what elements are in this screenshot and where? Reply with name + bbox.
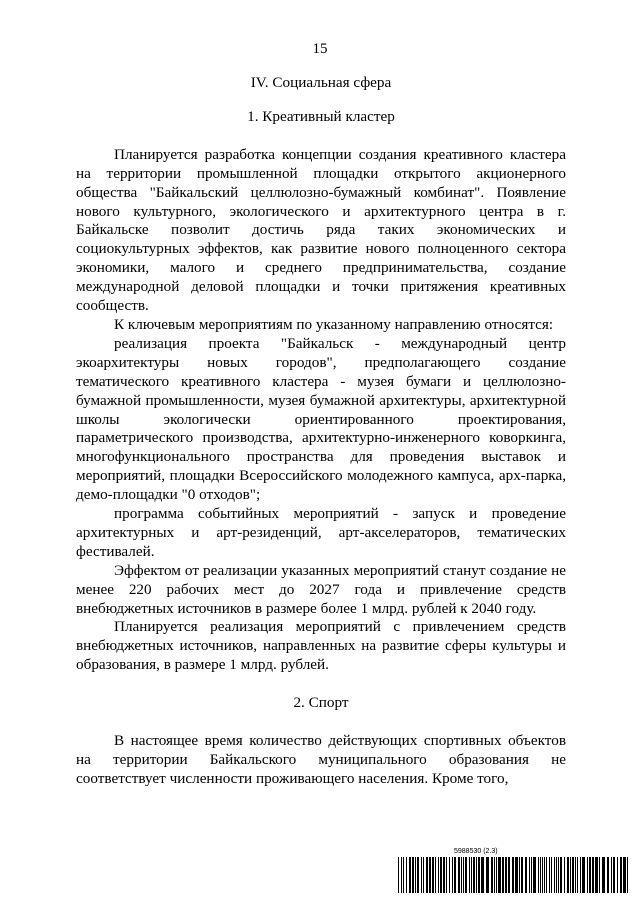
subsection-title-creative-cluster: 1. Креативный кластер [247, 107, 395, 125]
page-number: 15 [312, 41, 328, 57]
section-title: IV. Социальная сфера [250, 74, 392, 91]
paragraph: Планируется разработка концепции создания креативного кластера на территории промышленной площадки открытого акционерного общества "Байкальский целлюлозно-бумажный комбинат". Появление нового культурного, экологического и архитектурного центра в г. Байкальске позволит достичь ряда таких экономических и социокультурных эффектов, как развитие нового полноценного сектора экономики, малого и среднего предпринимательства, создание международной деловой площадки и точки притяжения креативных сообществ. [76, 145, 566, 315]
paragraph: Эффектом от реализации указанных мероприятий станут создание не менее 220 рабочих мест до 2027 года и привлечение средств внебюджетных источников в размере более 1 млрд. рублей к 2040 году. [76, 561, 566, 617]
paragraph: Планируется реализация мероприятий с привлечением средств внебюджетных источников, направленных на развитие сферы культуры и образования, в размере 1 млрд. рублей. [76, 618, 566, 674]
subsection-title-sport: 2. Спорт [293, 694, 349, 712]
paragraph: К ключевым мероприятиям по указанному направлению относятся: [114, 315, 554, 333]
paragraph: программа событийных мероприятий - запуск и проведение архитектурных и арт-резиденций, арт-акселераторов, тематических фестивалей. [76, 505, 566, 560]
barcode-label: 5988530 (2.3) [454, 848, 498, 855]
document-body [76, 74, 566, 789]
paragraph: реализация проекта "Байкальск - международный центр экоархитектуры новых городов", предполагающего создание тематического креативного кластера - музея бумаги и целлюлозно-бумажной промышленности, музея бумажной архитектуры, архитектурной школы экологически ориентированного проектирования, параметрического производства, архитектурно-инженерного коворкинга, многофункционального пространства для проведения выставок и мероприятий, площадки Всероссийского молодежного кампуса, арх-парка, демо-площадки "0 отходов"; [76, 334, 566, 504]
document-barcode [396, 848, 632, 894]
barcode-icon [396, 857, 632, 893]
paragraph: В настоящее время количество действующих спортивных объектов на территории Байкальского муниципального образования не соответствует численности проживающего населения. Кроме того, [76, 732, 566, 787]
